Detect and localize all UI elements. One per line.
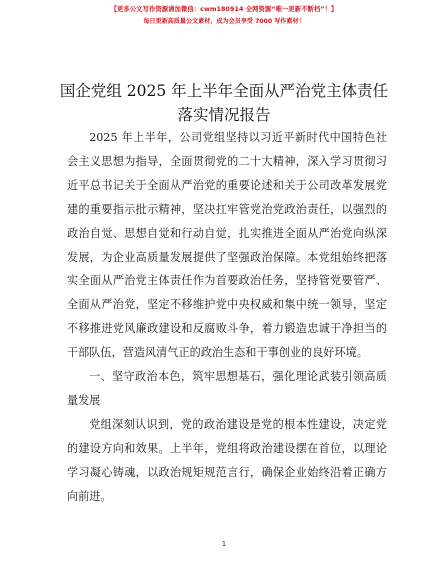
promo-line-2: 每日更新高质量公文素材，成为会员享受 7000 写作素材！ [143, 18, 305, 25]
document-title [0, 79, 448, 127]
page-number: 1 [221, 540, 227, 548]
intro-paragraph: 2025 年上半年，公司党组坚持以习近平新时代中国特色社会主义思想为指导，全面贯彻党的二十大精神，深入学习贯彻习近平总书记关于全面从严治党的重要论述和关于公司改革发展党建的重要指示批示精神，坚决扛牢管党治党政治责任，以强烈的政治自觉、思想自觉和行动自觉，扎实推进全面从严治党向纵深发展，为企业高质量发展提供了坚强政治保障。本党组始终把落实全面从严治党主体责任作为首要政治任务，坚持管党要管严、全面从严治党，坚定不移维护党中央权威和集中统一领导，坚定不移推进党风廉政建设和反腐败斗争，着力锻造忠诚干净担当的干部队伍，营造风清气正的政治生态和干事创业的良好环境。 [67, 131, 387, 360]
section-paragraph: 党组深刻认识到，党的政治建设是党的根本性建设，决定党的建设方向和效果。上半年，党组将政治建设摆在首位，以理论学习凝心铸魂，以政治规矩规范言行，确保企业始终沿着正确方向前进。 [67, 417, 387, 503]
title-line-1: 国企党组 2025 年上半年全面从严治党主体责任 [59, 82, 389, 100]
document-body [67, 126, 387, 509]
title-line-2: 落实情况报告 [177, 106, 271, 124]
promo-line-1: 【更多公文写作资源请加微信：cwm180914 全网资源“唯一更新不断档”！】 [110, 6, 338, 13]
promo-banner [0, 4, 448, 28]
section-heading: 一、坚守政治本色，筑牢思想基石，强化理论武装引领高质量发展 [67, 370, 387, 407]
